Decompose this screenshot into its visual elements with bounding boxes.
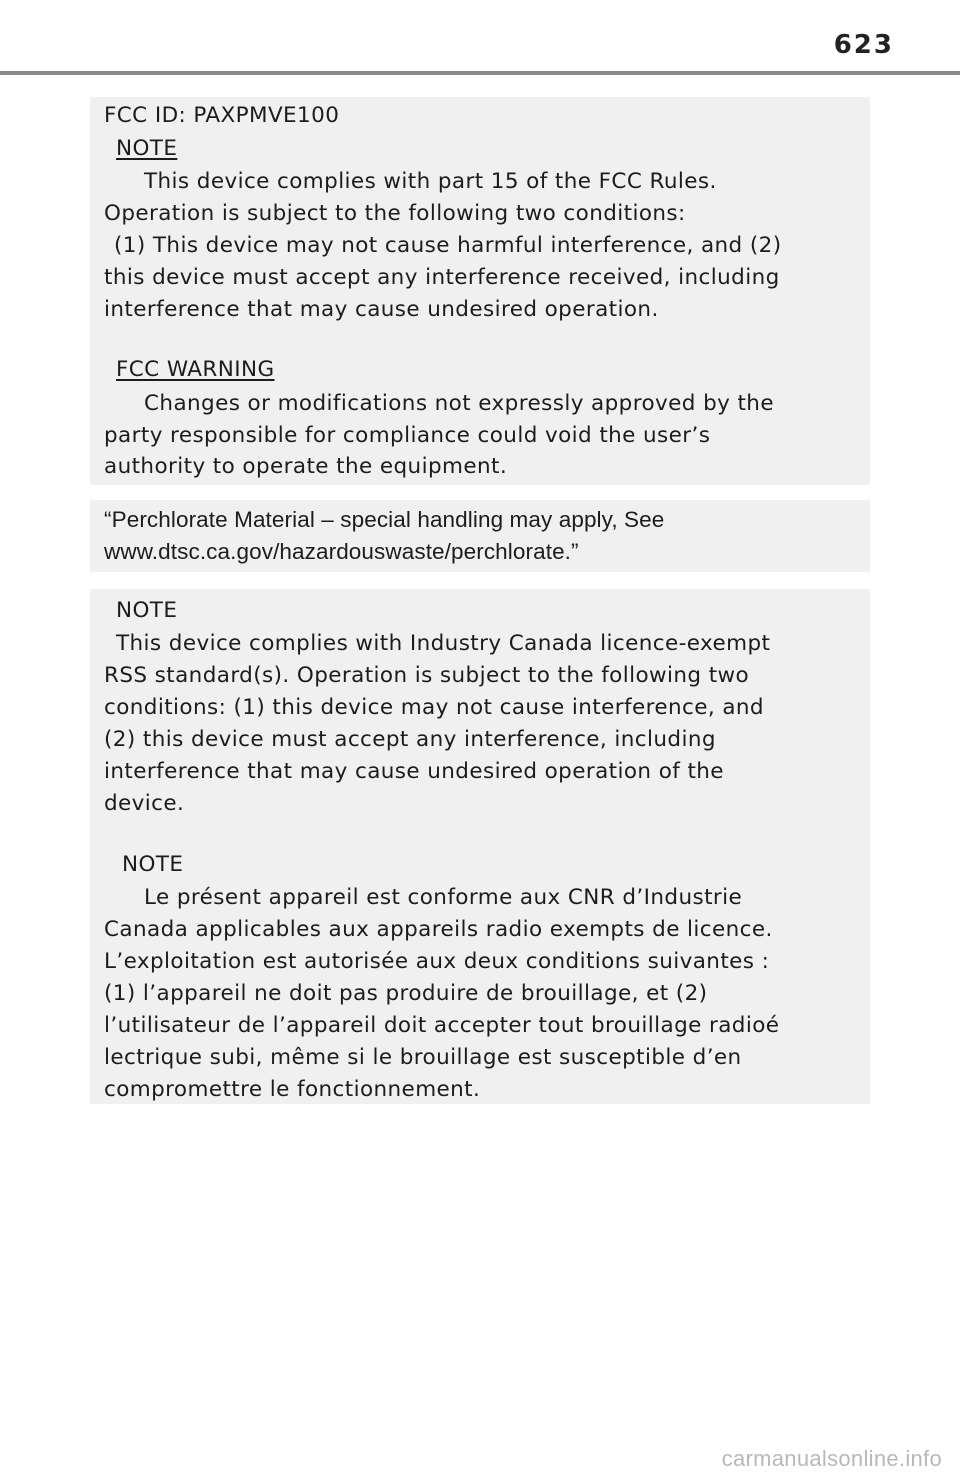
- canada-note-fr-line: l’utilisateur de l’appareil doit accepter tout brouillage radioé: [104, 1013, 780, 1038]
- fcc-note-line: Operation is subject to the following two conditions:: [104, 201, 686, 226]
- canada-note-heading: NOTE: [116, 598, 178, 623]
- canada-note-line: This device complies with Industry Canada licence-exempt: [116, 631, 771, 656]
- canada-note-fr-line: Le présent appareil est conforme aux CNR d’Industrie: [144, 885, 743, 910]
- header-rule: [0, 71, 960, 75]
- fcc-note-line: this device must accept any interference received, including: [104, 265, 780, 290]
- watermark: carmanualsonline.info: [721, 1446, 942, 1471]
- canada-note-fr-line: L’exploitation est autorisée aux deux conditions suivantes :: [104, 949, 770, 974]
- canada-note-line: conditions: (1) this device may not cause interference, and: [104, 695, 764, 720]
- canada-note-line: interference that may cause undesired operation of the: [104, 759, 724, 784]
- fcc-warning-line: Changes or modifications not expressly approved by the: [144, 391, 774, 416]
- canada-note-fr-line: compromettre le fonctionnement.: [104, 1077, 481, 1102]
- fcc-id-line: FCC ID: PAXPMVE100: [104, 103, 340, 128]
- fcc-note-line: (1) This device may not cause harmful interference, and (2): [114, 233, 782, 258]
- fcc-note-line: This device complies with part 15 of the FCC Rules.: [144, 169, 717, 194]
- page-number: 623: [833, 30, 894, 60]
- perchlorate-line: www.dtsc.ca.gov/hazardouswaste/perchlorate.”: [104, 539, 579, 564]
- canada-note-line: RSS standard(s). Operation is subject to the following two: [104, 663, 750, 688]
- perchlorate-panel: [90, 500, 870, 572]
- canada-note-fr-heading: NOTE: [122, 852, 184, 877]
- perchlorate-line: “Perchlorate Material – special handling may apply, See: [104, 507, 665, 532]
- canada-note-fr-line: lectrique subi, même si le brouillage est susceptible d’en: [104, 1045, 742, 1070]
- canada-note-fr-line: (1) l’appareil ne doit pas produire de brouillage, et (2): [104, 981, 708, 1006]
- fcc-panel: [90, 97, 870, 485]
- fcc-warning-heading: FCC WARNING: [116, 357, 275, 382]
- canada-note-line: (2) this device must accept any interference, including: [104, 727, 716, 752]
- canada-note-fr-line: Canada applicables aux appareils radio exempts de licence.: [104, 917, 773, 942]
- fcc-note-heading: NOTE: [116, 136, 178, 161]
- fcc-note-line: interference that may cause undesired operation.: [104, 297, 659, 322]
- canada-note-line: device.: [104, 791, 185, 816]
- fcc-warning-line: authority to operate the equipment.: [104, 454, 508, 479]
- canada-panel: [90, 589, 870, 1104]
- fcc-warning-line: party responsible for compliance could void the user’s: [104, 423, 711, 448]
